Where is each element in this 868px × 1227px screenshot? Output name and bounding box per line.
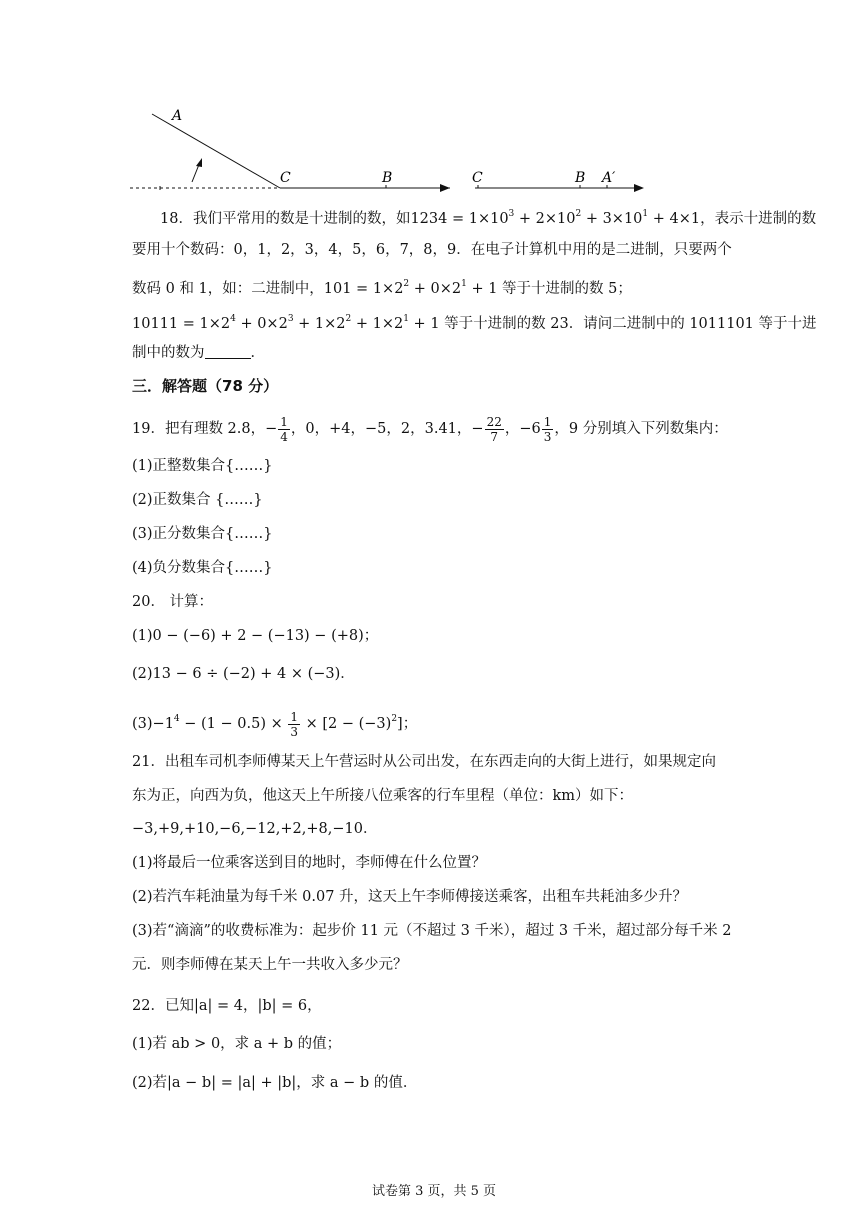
q18-line3: 数码 0 和 1，如：二进制中，$101 = 1\times 2^2 + 0\times 2^1 + 1$ 等于十进制的数 5； [132,279,632,297]
geometry-figure [120,100,660,200]
q20-expr1: (1)0 − (−6) + 2 − (−13) − (+8)； [132,628,379,644]
q21-part2: (2)若汽车耗油量为每千米 0.07 升，这天上午李师傅接送乘客，出租车共耗油多少升？ [132,889,688,905]
q19-stem: 19．把有理数 2.8，− $\frac{1}{4}$ ，0，+4，−5，2，3.41，− $\frac{22}{7}$ ，−6 $\frac{1}{3}$ ，9 分别填入下列数集内： [132,414,728,444]
q18-line2: 要用十个数码：0，1，2，3，4，5，6，7，8，9．在电子计算机中用的是二进制，只要两个 [132,242,732,258]
q20-expr3: $(3)-1^4 - (1 - 0.5)$ × $\frac{1}{3}$ × $[2 - (-3)^2]$； [132,709,418,739]
q21-line1: 21．出租车司机李师傅某天上午营运时从公司出发，在东西走向的大街上进行，如果规定向 [132,754,716,770]
q19-item3: (3)正分数集合{……} [132,526,273,542]
q22-stem: 22．已知|a| = 4，|b| = 6， [132,998,322,1014]
q22-part1: (1)若 ab > 0，求 a + b 的值； [132,1036,342,1052]
q19-item4: (4)负分数集合{……} [132,560,273,576]
q18-line4: $10111 = 1\times 2^4 + 0\times 2^3 + 1\times 2^2 + 1\times 2^1 + 1$ 等于十进制的数 23．请问二进制中的 1011101 等于十进 [132,314,817,332]
q21-part3: (3)若“滴滴”的收费标准为：起步价 11 元（不超过 3 千米），超过 3 千米，超过部分每千米 2 [132,923,732,939]
q21-part1: (1)将最后一位乘客送到目的地时，李师傅在什么位置？ [132,855,487,871]
q19-item2: (2)正数集合 {……} [132,492,263,508]
section-title: 三．解答题（78 分） [132,377,279,395]
label-b: B [382,170,393,186]
label-a: A [172,108,183,124]
q21-line2: 东为正，向西为负，他这天上午所接八位乘客的行车里程（单位：km）如下： [132,788,634,804]
label-c-right: C [472,170,483,186]
q21-part3-cont: 元．则李师傅在某天上午一共收入多少元？ [132,957,408,973]
q21-data: −3,+9,+10,−6,−12,+2,+8,−10． [132,821,378,837]
label-b-right: B [575,170,586,186]
label-a-prime: A′ [602,170,616,186]
q20-expr2: (2)13 − 6 ÷ (−2) + 4 × (−3)． [132,666,355,682]
q18-line5: 制中的数为 ． [132,345,265,361]
q20-title: 20． 计算： [132,594,214,610]
segment-ac [152,114,280,188]
arrow-head-icon-right [634,184,644,192]
q18-line1: 18．我们平常用的数是十进制的数，如$1234 = 1\times 10^3 + 2\times 10^2 + 3\times 10^1 + 4\times 1$，表示十进制的数 [160,209,817,227]
label-c: C [280,170,291,186]
arrow-head-icon [440,184,450,192]
q19-item1: (1)正整数集合{……} [132,458,273,474]
q22-part2: (2)若|a − b| = |a| + |b|，求 a − b 的值． [132,1075,418,1091]
page-footer: 试卷第 3 页，共 5 页 [371,1184,497,1199]
answer-blank[interactable] [205,344,251,359]
